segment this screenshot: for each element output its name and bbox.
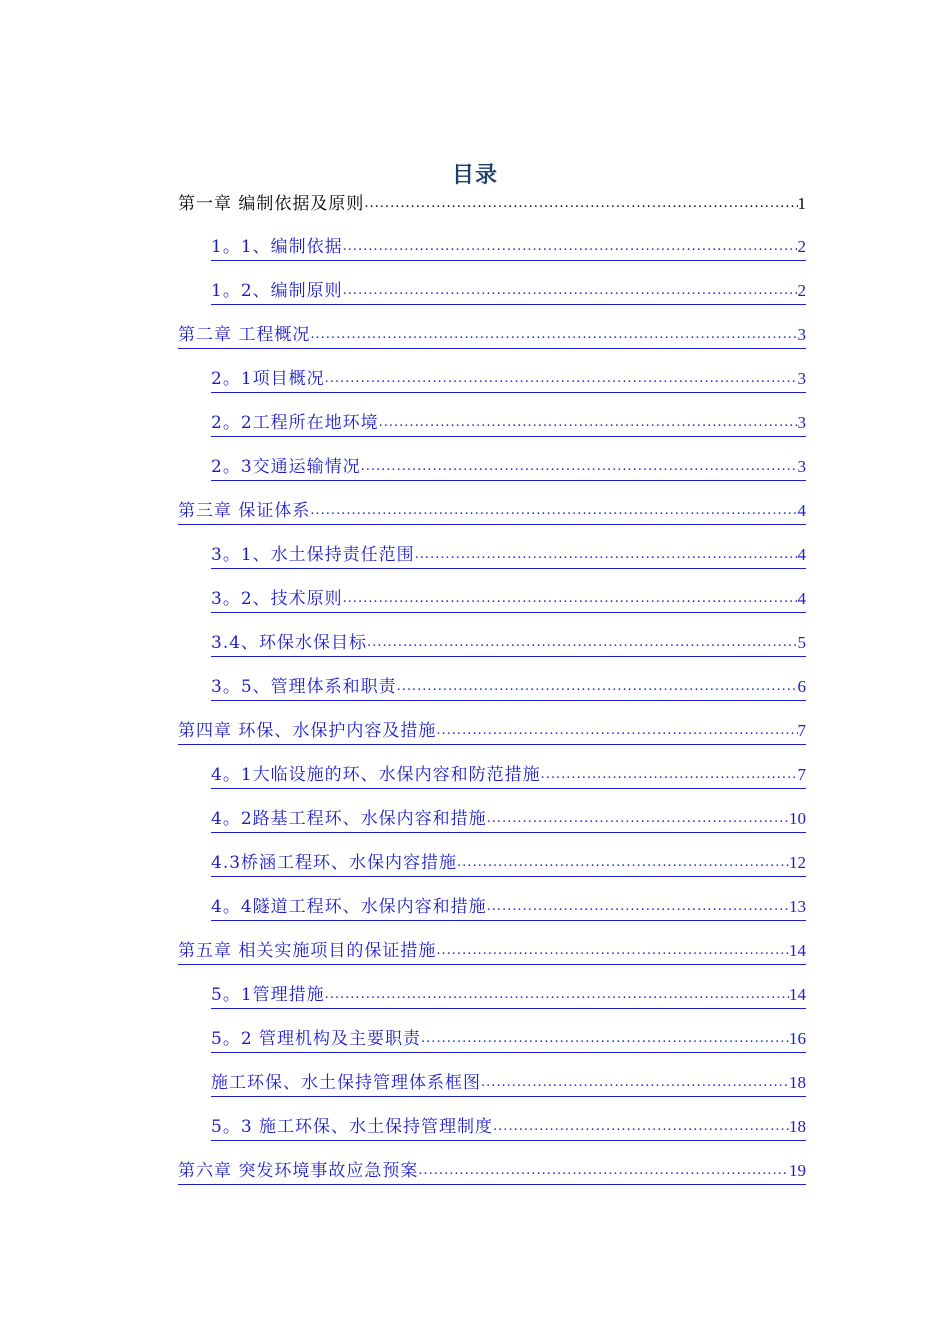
toc-entry-page-number: 14: [789, 982, 806, 1009]
toc-entry-page-number: 18: [789, 1070, 806, 1097]
toc-entry[interactable]: [211, 1115, 806, 1141]
toc-entry[interactable]: [211, 279, 806, 305]
toc-entry-title: 4。4隧道工程环、水保内容和措施: [211, 894, 487, 921]
toc-entry-title: 3.4、环保水保目标: [211, 630, 367, 657]
toc-entry-page-number: 4: [798, 498, 807, 525]
toc-entry-title: 施工环保、水土保持管理体系框图: [211, 1070, 481, 1097]
dot-leader: [343, 586, 798, 613]
dot-leader: [310, 322, 797, 349]
toc-entry-title: 第五章 相关实施项目的保证措施: [178, 938, 436, 965]
toc-entry-page-number: 3: [798, 454, 807, 481]
toc-entry-page-number: 4: [798, 542, 807, 569]
toc-entry[interactable]: [211, 367, 806, 393]
toc-title: 目录: [451, 163, 498, 188]
toc-entry-page-number: 19: [789, 1158, 806, 1185]
dot-leader: [481, 1070, 789, 1097]
toc-entry-page-number: 10: [789, 806, 806, 833]
toc-entry[interactable]: [211, 807, 806, 833]
toc-entry-title: 2。2工程所在地环境: [211, 410, 379, 437]
dot-leader: [487, 806, 789, 833]
dot-leader: [361, 454, 798, 481]
toc-entry-title: 2。1项目概况: [211, 366, 325, 393]
toc-entry[interactable]: [211, 631, 806, 657]
toc-entry-title: 3。2、技术原则: [211, 586, 343, 613]
toc-entry-title: 第四章 环保、水保护内容及措施: [178, 718, 436, 745]
dot-leader: [325, 982, 789, 1009]
toc-entry[interactable]: [178, 1159, 806, 1185]
toc-entry-title: 第三章 保证体系: [178, 498, 310, 525]
toc-entry-page-number: 14: [789, 938, 806, 965]
toc-entry-page-number: 2: [798, 234, 807, 261]
toc-entry[interactable]: [211, 851, 806, 877]
toc-entry[interactable]: [211, 1071, 806, 1097]
toc-entry-page-number: 1: [797, 194, 806, 213]
toc-entry-title: 4。2路基工程环、水保内容和措施: [211, 806, 487, 833]
dot-leader: [343, 278, 798, 305]
toc-entry-page-number: 12: [789, 850, 806, 877]
toc-entry-page-number: 3: [798, 322, 807, 349]
toc-entry-page-number: 6: [798, 674, 807, 701]
dot-leader: [379, 410, 798, 437]
dot-leader: [487, 894, 789, 921]
toc-entry-page-number: 13: [789, 894, 806, 921]
toc-entry-page-number: 7: [798, 762, 807, 789]
toc-entry-title: 5。2 管理机构及主要职责: [211, 1026, 421, 1053]
dot-leader: [493, 1114, 789, 1141]
dot-leader: [436, 938, 789, 965]
dot-leader: [415, 542, 798, 569]
toc-entry-page-number: 7: [798, 718, 807, 745]
toc-entry-title: 4.3桥涵工程环、水保内容措施: [211, 850, 457, 877]
dot-leader: [397, 674, 798, 701]
toc-entry[interactable]: [211, 411, 806, 437]
toc-entry-page-number: 2: [798, 278, 807, 305]
toc-entry-title: 3。5、管理体系和职责: [211, 674, 397, 701]
dot-leader: [418, 1158, 789, 1185]
toc-entry[interactable]: [211, 587, 806, 613]
toc-entry-title: 第六章 突发环境事故应急预案: [178, 1158, 418, 1185]
toc-entry-page-number: 18: [789, 1114, 806, 1141]
dot-leader: [364, 191, 797, 217]
dot-leader: [367, 630, 797, 657]
dot-leader: [541, 762, 798, 789]
toc-entry-title: 3。1、水土保持责任范围: [211, 542, 415, 569]
toc-entry-page-number: 3: [798, 366, 807, 393]
toc-entry-title: 第二章 工程概况: [178, 322, 310, 349]
toc-entry-title: 第一章 编制依据及原则: [178, 194, 365, 214]
dot-leader: [457, 850, 789, 877]
toc-entry[interactable]: [211, 1027, 806, 1053]
toc-entry[interactable]: [211, 895, 806, 921]
toc-entry[interactable]: [178, 499, 806, 525]
toc-entry[interactable]: [211, 763, 806, 789]
dot-leader: [310, 498, 797, 525]
toc-entry-title: 1。2、编制原则: [211, 278, 343, 305]
toc-entry[interactable]: [211, 983, 806, 1009]
toc-entry[interactable]: [178, 719, 806, 745]
toc-entry-title: 2。3交通运输情况: [211, 454, 361, 481]
toc-entry[interactable]: [178, 939, 806, 965]
toc-entry[interactable]: [211, 235, 806, 261]
toc-entry-page-number: 16: [789, 1026, 806, 1053]
toc-entry-page-number: 5: [798, 630, 807, 657]
toc-entry-title: 1。1、编制依据: [211, 234, 343, 261]
toc-entry-title: 5。3 施工环保、水土保持管理制度: [211, 1114, 493, 1141]
toc-entry[interactable]: [211, 455, 806, 481]
dot-leader: [343, 234, 798, 261]
toc-entry: [178, 191, 806, 217]
toc-entry-title: 4。1大临设施的环、水保内容和防范措施: [211, 762, 541, 789]
toc-entry[interactable]: [211, 543, 806, 569]
dot-leader: [436, 718, 797, 745]
dot-leader: [325, 366, 798, 393]
toc-entry-page-number: 3: [798, 410, 807, 437]
toc-entry-page-number: 4: [798, 586, 807, 613]
toc-entry-title: 5。1管理措施: [211, 982, 325, 1009]
toc-entry[interactable]: [178, 323, 806, 349]
toc-entry[interactable]: [211, 675, 806, 701]
dot-leader: [421, 1026, 789, 1053]
